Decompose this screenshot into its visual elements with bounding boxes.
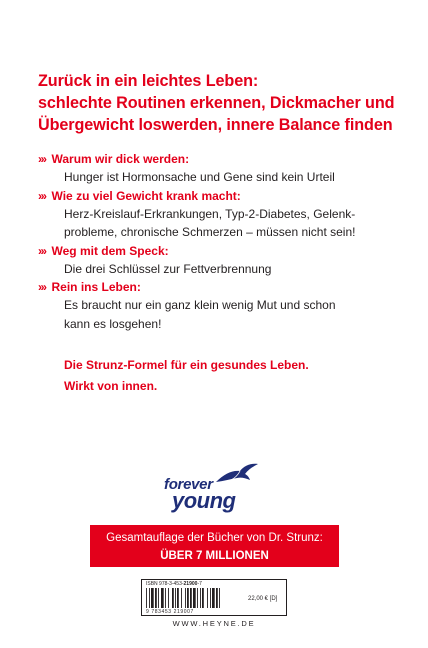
barcode-icon bbox=[146, 588, 244, 608]
arrows-icon: ››› bbox=[38, 280, 46, 294]
price-label: 22,00 € [D] bbox=[248, 596, 278, 602]
barcode-digits: 9 783453 219007 bbox=[146, 609, 194, 615]
isbn-label: ISBN 978-3-453-21900-7 bbox=[146, 581, 202, 587]
headline-line-2: schlechte Routinen erkennen, Dickmacher und bbox=[38, 94, 395, 112]
arrows-icon: ››› bbox=[38, 188, 46, 203]
tagline-line-1: Die Strunz-Formel für ein gesundes Leben. bbox=[64, 358, 309, 372]
item-text: Die drei Schlüssel zur Fettverbrennung bbox=[64, 261, 272, 276]
arrows-icon: ››› bbox=[38, 243, 46, 258]
arrows-icon: ››› bbox=[38, 152, 46, 166]
item-text: kann es losgehen! bbox=[64, 316, 162, 331]
list-item bbox=[38, 150, 408, 187]
sales-banner bbox=[90, 525, 339, 567]
tagline-line-2: Wirkt von innen. bbox=[64, 379, 158, 393]
headline-line-1: Zurück in ein leichtes Leben: bbox=[38, 72, 259, 90]
item-text: Hunger ist Hormonsache und Gene sind kein Urteil bbox=[64, 170, 335, 184]
item-text: Herz-Kreislauf-Erkrankungen, Typ-2-Diabetes, Gelenk- bbox=[64, 206, 356, 221]
item-title: Weg mit dem Speck: bbox=[51, 243, 169, 258]
eagle-icon bbox=[214, 462, 260, 488]
headline-line-3: Übergewicht loswerden, innere Balance finden bbox=[38, 116, 393, 134]
list-item bbox=[38, 187, 408, 242]
banner-line-2: ÜBER 7 MILLIONEN bbox=[160, 550, 269, 562]
publisher-url: WWW.HEYNE.DE bbox=[172, 619, 256, 628]
item-text: Es braucht nur ein ganz klein wenig Mut und schon bbox=[64, 298, 336, 312]
logo-word-young: young bbox=[172, 488, 236, 513]
item-text: probleme, chronische Schmerzen – müssen nicht sein! bbox=[64, 225, 356, 239]
item-title: Rein ins Leben: bbox=[51, 280, 141, 294]
banner-line-1: Gesamtauflage der Bücher von Dr. Strunz: bbox=[106, 532, 323, 544]
list-item bbox=[38, 278, 408, 333]
list-item bbox=[38, 242, 408, 279]
item-title: Wie zu viel Gewicht krank macht: bbox=[51, 188, 241, 203]
item-title: Warum wir dick werden: bbox=[51, 152, 190, 166]
logo-word-forever: forever bbox=[164, 476, 213, 493]
forever-young-logo bbox=[162, 462, 272, 518]
feature-list bbox=[38, 150, 408, 333]
barcode-box bbox=[141, 579, 287, 616]
headline bbox=[38, 70, 408, 136]
tagline bbox=[64, 355, 404, 397]
